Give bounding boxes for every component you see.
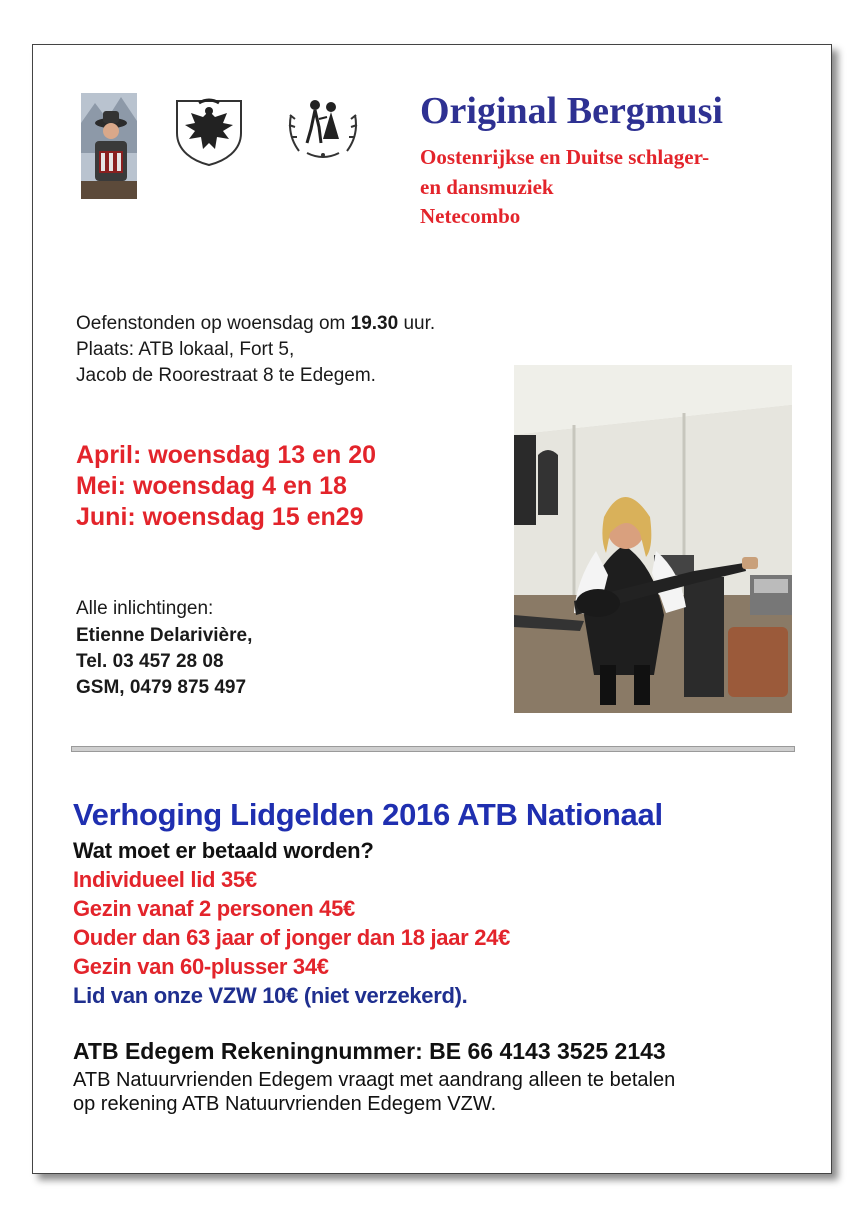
dancing-couple-emblem-icon — [285, 95, 361, 163]
contact-gsm: GSM, 0479 875 497 — [76, 677, 247, 698]
practice-line-2: Plaats: ATB lokaal, Fort 5, — [76, 339, 295, 360]
subtitle-line-3: Netecombo — [420, 204, 521, 228]
practice-prefix: Oefenstonden op woensdag om — [76, 313, 351, 334]
section-divider — [71, 746, 795, 752]
band-title: Original Bergmusi — [420, 90, 723, 132]
flyer-page — [32, 44, 832, 1174]
fee-item-individual: Individueel lid 35€ — [73, 867, 257, 892]
practice-line-1 — [76, 311, 435, 337]
fee-item-age: Ouder dan 63 jaar of jonger dan 18 jaar 24€ — [73, 925, 511, 950]
contact-label: Alle inlichtingen: — [76, 598, 214, 619]
date-juni: Juni: woensdag 15 en29 — [76, 503, 364, 531]
contact-name: Etienne Delarivière, — [76, 625, 253, 646]
accordion-player-photo-icon — [81, 93, 137, 199]
practice-line-3: Jacob de Roorestraat 8 te Edegem. — [76, 365, 376, 386]
footer-note-1: ATB Natuurvrienden Edegem vraagt met aandrang alleen te betalen — [73, 1069, 676, 1091]
subtitle-line-2: en dansmuziek — [420, 175, 554, 199]
eagle-coat-of-arms-icon — [173, 97, 245, 167]
practice-time: 19.30 — [350, 313, 399, 334]
bass-guitar-player-photo — [514, 365, 792, 713]
contact-tel: Tel. 03 457 28 08 — [76, 651, 224, 672]
fees-question: Wat moet er betaald worden? — [73, 838, 374, 863]
fees-heading: Verhoging Lidgelden 2016 ATB Nationaal — [73, 797, 663, 832]
fee-item-vzw: Lid van onze VZW 10€ (niet verzekerd). — [73, 983, 468, 1008]
footer-note-2: op rekening ATB Natuurvrienden Edegem VZW. — [73, 1093, 497, 1115]
practice-suffix: uur. — [398, 313, 436, 334]
subtitle-line-1: Oostenrijkse en Duitse schlager- — [420, 145, 710, 169]
date-april: April: woensdag 13 en 20 — [76, 441, 377, 469]
account-number: ATB Edegem Rekeningnummer: BE 66 4143 3525 2143 — [73, 1038, 666, 1064]
date-mei: Mei: woensdag 4 en 18 — [76, 472, 347, 500]
fee-item-family: Gezin vanaf 2 personen 45€ — [73, 896, 355, 921]
fee-item-60plus: Gezin van 60-plusser 34€ — [73, 954, 329, 979]
